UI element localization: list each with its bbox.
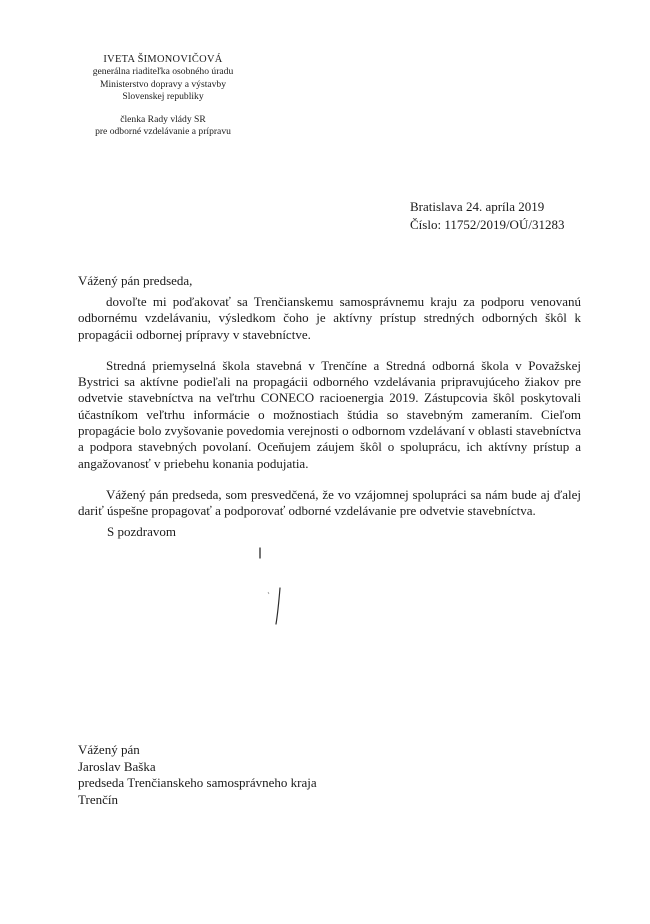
sender-role-line-2: pre odborné vzdelávanie a prípravu — [95, 126, 231, 138]
recipient-position: predseda Trenčianskeho samosprávneho kraja — [78, 775, 317, 790]
recipient-greeting: Vážený pán — [78, 742, 140, 757]
recipient-city: Trenčín — [78, 791, 118, 807]
place-date: Bratislava 24. apríla 2019 — [410, 199, 545, 214]
sender-title-line: generálna riaditeľka osobného úradu — [92, 66, 234, 78]
salutation: Vážený pán predseda, — [78, 273, 193, 288]
sender-name: IVETA ŠIMONOVIČOVÁ — [103, 54, 223, 65]
recipient-address — [78, 742, 317, 808]
sender-country-line: Slovenskej republiky — [122, 91, 204, 103]
paragraph-2: Stredná priemyselná škola stavebná v Trenčíne a Stredná odborná škola v Považskej Bystrici sa aktívne podieľali na propagácii odborného vzdelávania pripravujúceho žiakov pre odvetvie stavebníctva na veľtrhu CONECO racioenergia 2019. Zástupcovia škôl poskytovali účastníkom veľtrhu informácie o možnostiach štúdia so stavebným zameraním. Cieľom propagácie bolo zvyšovanie povedomia verejnosti o odbornom vzdelávaní v oblasti stavebníctva a podpora stavebných povolaní. Oceňujem záujem škôl o spoluprácu, ich aktívny prístup a angažovanosť v priebehu konania podujatia. — [78, 357, 581, 471]
reference-number: Číslo: 11752/2019/OÚ/31283 — [410, 216, 565, 232]
sender-role-line: členka Rady vlády SR — [120, 113, 206, 125]
recipient-name: Jaroslav Baška — [78, 758, 156, 774]
letter-body — [78, 294, 581, 535]
sender-ministry-line: Ministerstvo dopravy a výstavby — [99, 78, 227, 90]
closing: S pozdravom — [107, 524, 176, 539]
paragraph-3: Vážený pán predseda, som presvedčená, že vo vzájomnej spolupráci sa nám bude aj ďalej dariť úspešne propagovať a podporovať odborné vzdelávanie pre odvetvie stavebníctva. — [78, 486, 581, 519]
paragraph-1: dovoľte mi poďakovať sa Trenčianskemu samosprávnemu kraju za podporu venovanú odbornému vzdelávaniu, výsledkom čoho je aktívny prístup stredných odborných škôl k propagácii odbornej prípravy v stavebníctve. — [78, 294, 581, 342]
signature-mark — [250, 540, 310, 630]
letterhead — [58, 54, 268, 138]
letter-meta — [410, 198, 564, 233]
